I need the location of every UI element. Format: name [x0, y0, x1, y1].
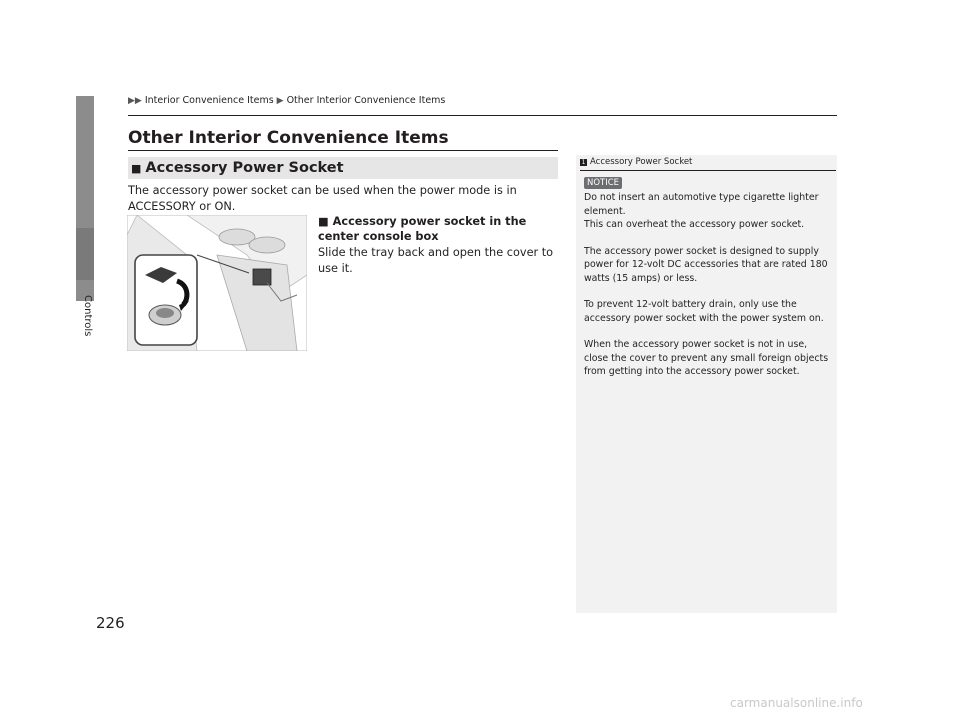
- panel-heading: [580, 157, 692, 167]
- triangle-right-icon: ▶: [276, 95, 284, 106]
- section-heading-text: Accessory Power Socket: [145, 160, 344, 176]
- subheading: [318, 214, 558, 244]
- section-intro: The accessory power socket can be used when the power mode is in ACCESSORY or ON.: [128, 184, 517, 213]
- panel-paragraph: When the accessory power socket is not in use, close the cover to prevent any small foreign objects from getting into the accessory power socket.: [584, 339, 829, 377]
- panel-rule: [580, 170, 836, 171]
- watermark: carmanualsonline.info: [730, 696, 863, 710]
- double-triangle-right-icon: ▶▶: [128, 95, 142, 106]
- page-number: 226: [96, 614, 125, 632]
- black-square-icon: ■: [318, 215, 329, 228]
- page-title: Other Interior Convenience Items: [128, 128, 449, 148]
- reference-number-icon: 1: [581, 158, 586, 166]
- header-rule: [128, 115, 837, 116]
- panel-paragraph: Do not insert an automotive type cigarette lighter element. This can overheat the accessory power socket.: [584, 192, 819, 230]
- panel-paragraph: To prevent 12-volt battery drain, only use the accessory power socket with the power system on.: [584, 299, 824, 324]
- panel-heading-text: Accessory Power Socket: [590, 157, 693, 167]
- side-tab-label: Controls: [82, 295, 93, 337]
- notice-badge: NOTICE: [584, 177, 622, 189]
- black-square-icon: ■: [131, 161, 142, 175]
- console-illustration: [127, 215, 307, 351]
- panel-paragraph: The accessory power socket is designed to supply power for 12-volt DC accessories that are rated 180 watts (15 amps) or less.: [584, 245, 828, 284]
- side-tab-marker: [76, 228, 94, 280]
- subheading-body: Slide the tray back and open the cover to use it.: [318, 246, 554, 275]
- panel-text: [584, 191, 834, 392]
- breadcrumb: [128, 95, 445, 106]
- title-rule: [128, 150, 558, 151]
- section-heading: [128, 157, 558, 179]
- breadcrumb-item-interior[interactable]: Interior Convenience Items: [144, 95, 274, 106]
- breadcrumb-item-other[interactable]: Other Interior Convenience Items: [286, 95, 446, 106]
- subheading-text: Accessory power socket in the center console box: [318, 215, 527, 243]
